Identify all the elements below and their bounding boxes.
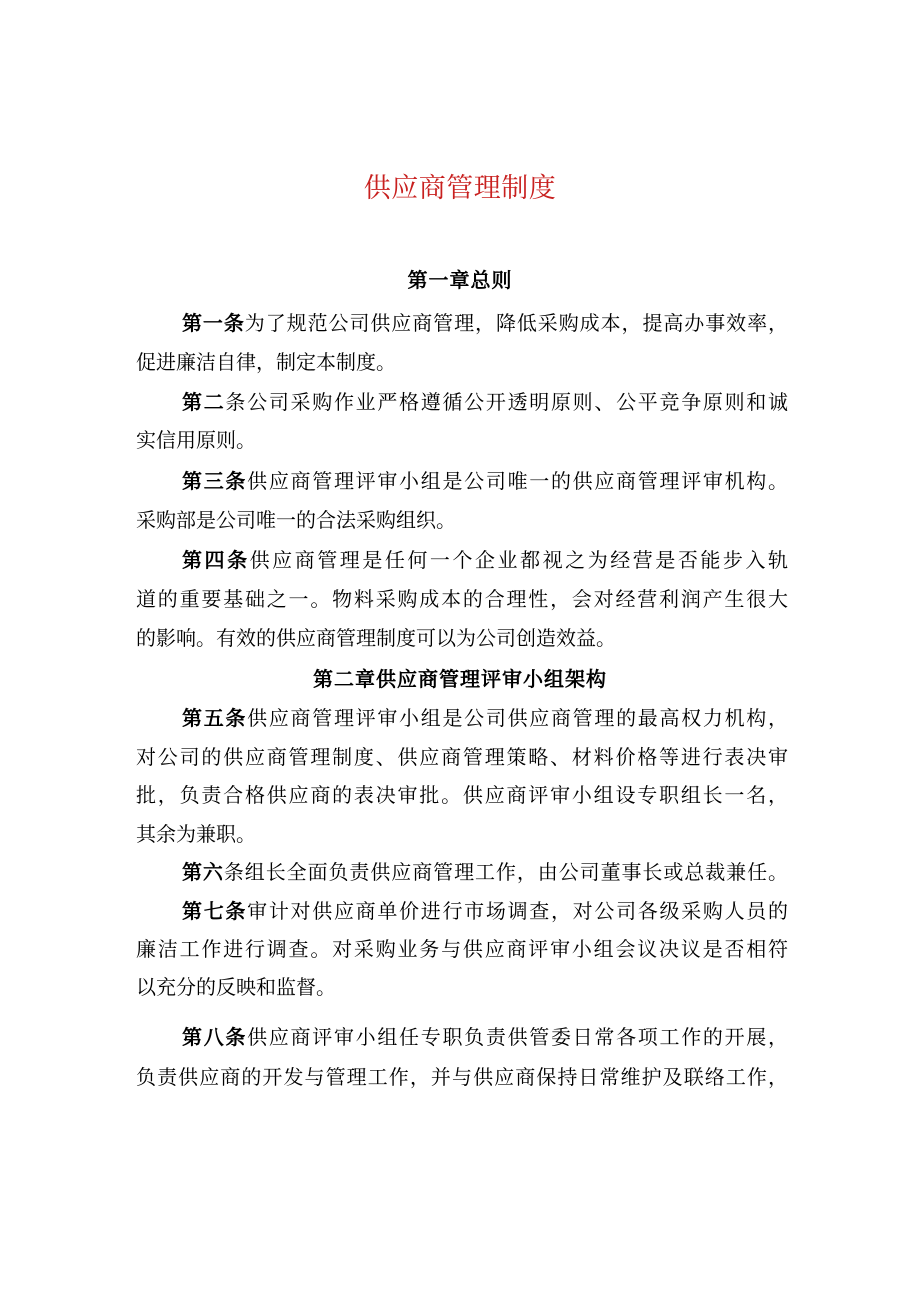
- article-1-line-1: 第一条为了规范公司供应商管理，降低采购成本，提高办事效率，: [182, 311, 788, 335]
- article-4-line-2: 道的重要基础之一。物料采购成本的合理性，会对经营利润产生很大: [136, 587, 788, 611]
- article-4-label: 第四条: [182, 548, 250, 572]
- article-5-line-2: 对公司的供应商管理制度、供应商管理策略、材料价格等进行表决审: [136, 745, 788, 769]
- article-4-line-1: 第四条供应商管理是任何一个企业都视之为经营是否能步入轨: [182, 548, 788, 572]
- chapter-2-heading: 第二章供应商管理评审小组架构: [313, 667, 607, 691]
- article-2-label: 第二: [182, 390, 226, 414]
- article-7-line-3: 以充分的反映和监督。: [136, 975, 336, 999]
- article-3-line-1: 第三条供应商管理评审小组是公司唯一的供应商管理评审机构。: [182, 469, 788, 493]
- article-5-line-1: 第五条供应商管理评审小组是公司供应商管理的最高权力机构，: [182, 706, 788, 730]
- article-8-line-2: 负责供应商的开发与管理工作，并与供应商保持日常维护及联络工作，: [136, 1065, 788, 1089]
- article-6-line-1: 第六条组长全面负责供应商管理工作，由公司董事长或总裁兼任。: [182, 860, 788, 884]
- article-7-label: 第七条: [182, 899, 248, 923]
- article-3-line-2: 采购部是公司唯一的合法采购组织。: [136, 508, 456, 532]
- article-1-label: 第一条: [182, 311, 245, 335]
- article-8-label: 第八条: [182, 1025, 248, 1049]
- chapter-1-heading: 第一章总则: [407, 268, 513, 292]
- article-5-line-3: 批，负责合格供应商的表决审批。供应商评审小组设专职组长一名，: [136, 783, 788, 807]
- article-7-line-1: 第七条审计对供应商单价进行市场调查，对公司各级采购人员的: [182, 899, 788, 923]
- article-8-line-1: 第八条供应商评审小组任专职负责供管委日常各项工作的开展，: [182, 1025, 788, 1049]
- article-2-line-1: 第二条公司采购作业严格遵循公开透明原则、公平竞争原则和诚: [182, 390, 788, 414]
- article-2-line-2: 实信用原则。: [136, 428, 256, 452]
- article-6-label: 第六: [182, 860, 224, 884]
- article-5-label: 第五条: [182, 706, 248, 730]
- article-5-line-4: 其余为兼职。: [136, 822, 256, 846]
- document-title: 供应商管理制度: [363, 173, 557, 204]
- article-3-label: 第三条: [182, 469, 248, 493]
- article-4-line-3: 的影响。有效的供应商管理制度可以为公司创造效益。: [136, 626, 616, 650]
- article-7-line-2: 廉洁工作进行调查。对采购业务与供应商评审小组会议决议是否相符: [136, 937, 788, 961]
- article-1-line-2: 促进廉洁自律，制定本制度。: [136, 350, 396, 374]
